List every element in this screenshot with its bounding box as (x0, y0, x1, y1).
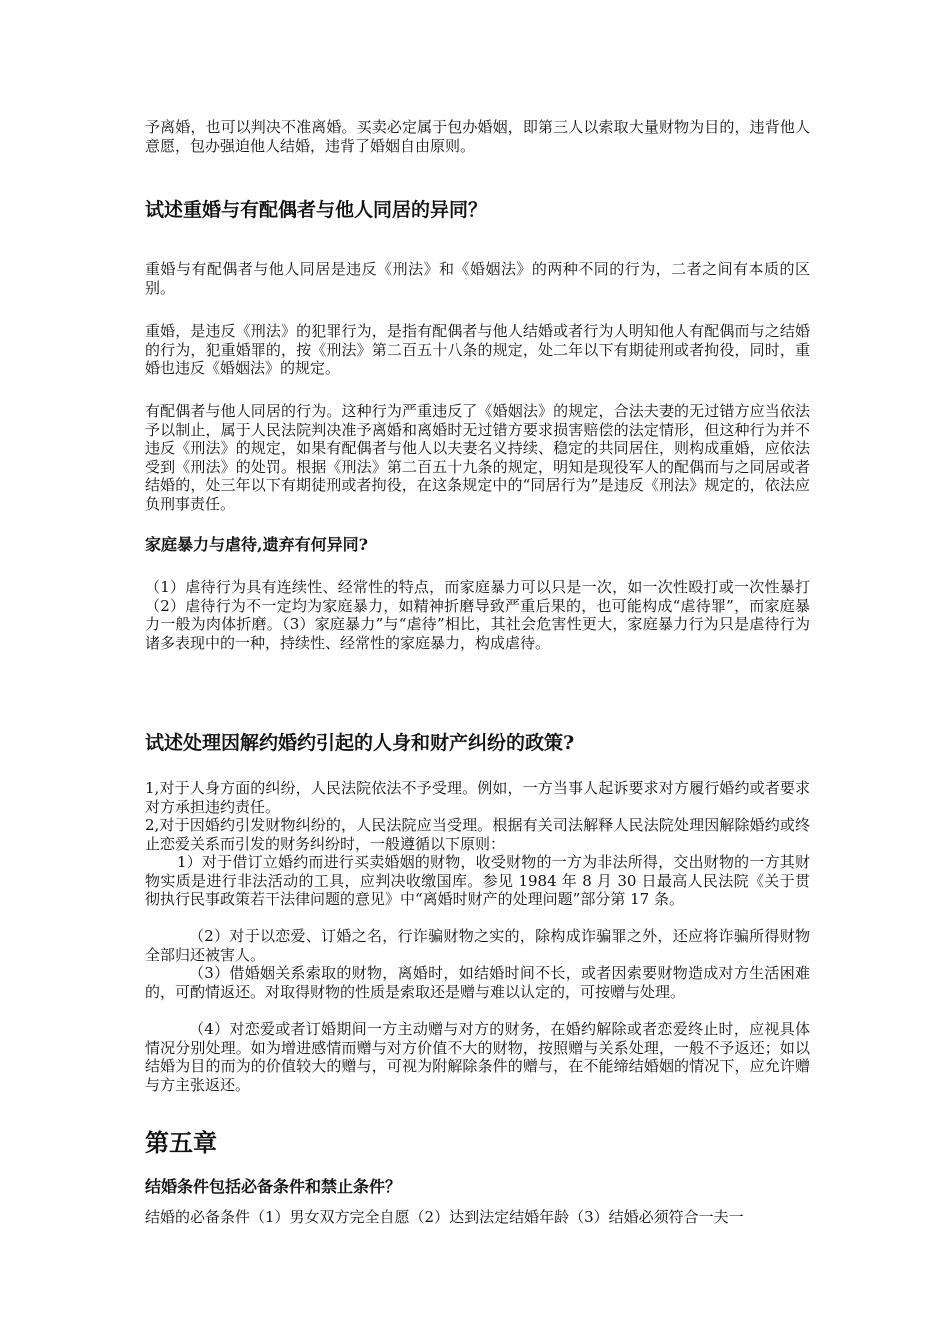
conditions-paragraph: 结婚的必备条件（1）男女双方完全自愿（2）达到法定结婚年龄（3）结婚必须符合一夫一 (145, 1208, 744, 1226)
engagement-principle-2: （2）对于以恋爱、订婚之名，行诈骗财物之实的，除构成诈骗罪之外，还应将诈骗所得财物全部归还被害人。 (145, 927, 810, 964)
violence-paragraph: （1）虐待行为具有连续性、经常性的特点，而家庭暴力可以只是一次，如一次性殴打或一次性暴打（2）虐待行为不一定均为家庭暴力，如精神折磨导致严重后果的，也可能构成“虐待罪”，而家庭暴力一般为肉体折磨。（3）家庭暴力”与“虐待”相比，其社会危害性更大，家庭暴力行为只是虐待行为诸多表现中的一种，持续性、经常性的家庭暴力，构成虐待。 (145, 578, 810, 652)
engagement-principle-1: 1）对于借订立婚约而进行买卖婚姻的财物，收受财物的一方为非法所得，交出财物的一方其财物实质是进行非法活动的工具，应判决收缴国库。参见 1984 年 8 月 30 日最高人民法院《关于贯彻执行民事政策若干法律问题的意见》中“离婚时财产的处理问题”部分第 17 条。 (145, 853, 810, 908)
engagement-principle-4: （4）对恋爱或者订婚期间一方主动赠与对方的财务，在婚约解除或者恋爱终止时，应视具体情况分别处理。如为增进感情而赠与对方价值不大的财物，按照赠与关系处理，一般不予返还；如以结婚为目的而为的价值较大的赠与，可视为附解除条件的赠与，在不能缔结婚姻的情况下，应允许赠与方主张返还。 (145, 1020, 810, 1094)
bigamy-paragraph-3: 有配偶者与他人同居的行为。这种行为严重违反了《婚姻法》的规定，合法夫妻的无过错方应当依法予以制止，属于人民法院判决准予离婚和离婚时无过错方要求损害赔偿的法定情形，但这种行为并不违反《刑法》的规定，如果有配偶者与他人以夫妻名义持续、稳定的共同居住，则构成重婚，应依法受到《刑法》的处罚。根据《刑法》第二百五十九条的规定，明知是现役军人的配偶而与之同居或者结婚的，处三年以下有期徒刑或者拘役，在这条规定中的“同居行为”是违反《刑法》规定的，依法应负刑事责任。 (145, 402, 810, 513)
bigamy-paragraph-1: 重婚与有配偶者与他人同居是违反《刑法》和《婚姻法》的两种不同的行为，二者之间有本质的区别。 (145, 260, 810, 297)
heading-engagement: 试述处理因解约婚约引起的人身和财产纠纷的政策? (145, 732, 575, 754)
heading-violence: 家庭暴力与虐待,遗弃有何异同? (145, 535, 368, 554)
engagement-item-1: 1,对于人身方面的纠纷，人民法院依法不予受理。例如，一方当事人起诉要求对方履行婚约或者要求对方承担违约责任。 (145, 779, 810, 816)
heading-bigamy: 试述重婚与有配偶者与他人同居的异同？ (145, 199, 488, 221)
heading-conditions: 结婚条件包括必备条件和禁止条件？ (145, 1177, 402, 1196)
engagement-principle-3: （3）借婚姻关系索取的财物，离婚时，如结婚时间不长，或者因索要财物造成对方生活困难的，可酌情返还。对取得财物的性质是索取还是赠与难以认定的，可按赠与处理。 (145, 964, 810, 1001)
intro-paragraph: 予离婚，也可以判决不准离婚。买卖必定属于包办婚姻，即第三人以索取大量财物为目的，违背他人意愿，包办强迫他人结婚，违背了婚姻自由原则。 (145, 118, 810, 155)
engagement-item-2: 2,对于因婚约引发财物纠纷的，人民法院应当受理。根据有关司法解释人民法院处理因解除婚约或终止恋爱关系而引发的财务纠纷时，一般遵循以下原则： (145, 816, 810, 853)
bigamy-paragraph-2: 重婚，是违反《刑法》的犯罪行为，是指有配偶者与他人结婚或者行为人明知他人有配偶而与之结婚的行为，犯重婚罪的，按《刑法》第二百五十八条的规定，处二年以下有期徒刑或者拘役，同时，重婚也违反《婚姻法》的规定。 (145, 322, 810, 377)
chapter-title: 第五章 (145, 1128, 217, 1157)
